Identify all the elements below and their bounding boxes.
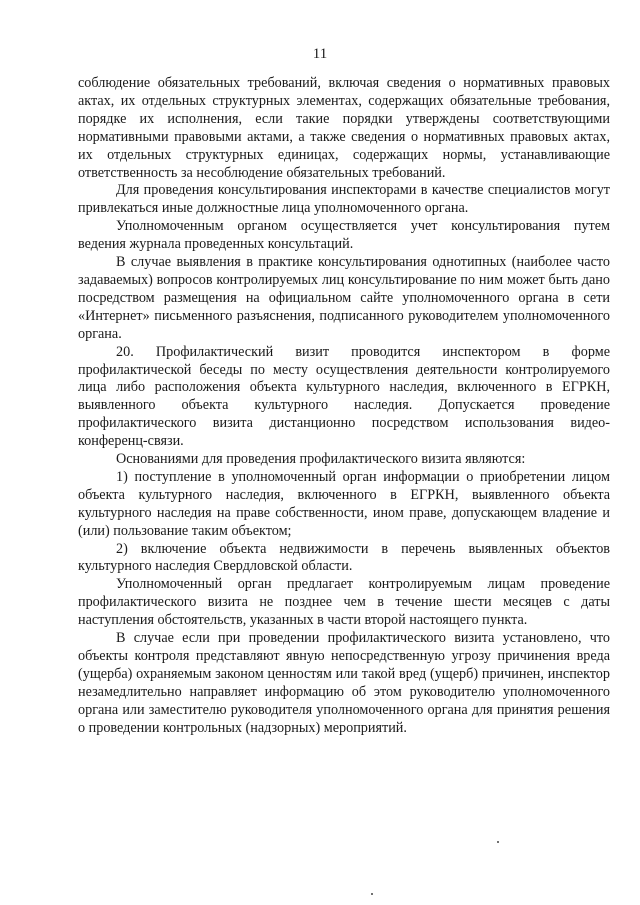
paragraph: В случае если при проведении профилактического визита установлено, что объекты контроля представляют явную непосредственную угрозу причинения вреда (ущерба) охраняемым законом ценностям или такой вред (ущерб) причинен, инспектор незамедлительно направляет информацию об этом руководителю уполномоченного органа или заместителю руководителя уполномоченного органа для принятия решения о проведении контрольных (надзорных) мероприятий. (78, 630, 610, 736)
paragraph-item-20: 20. Профилактический визит проводится инспектором в форме профилактической беседы по месту осуществления деятельности контролируемого лица либо расположения объекта культурного наследия, включенного в ЕГРКН, выявленного объекта культурного наследия. Допускается проведение профилактического визита дистанционно посредством использования видео-конференц-связи. (78, 343, 610, 450)
scan-speck (497, 841, 499, 843)
paragraph: Для проведения консультирования инспекторами в качестве специалистов могут привлекаться иные должностные лица уполномоченного органа. (78, 182, 610, 217)
document-body (78, 75, 610, 738)
paragraph: В случае выявления в практике консультирования однотипных (наиболее часто задаваемых) вопросов контролируемых лиц консультирование по ним может быть дано посредством размещения на официальном сайте уполномоченного органа в сети «Интернет» письменного разъяснения, подписанного руководителем уполномоченного органа. (78, 254, 610, 342)
page-number: 11 (312, 46, 328, 62)
scan-speck (371, 893, 373, 895)
paragraph: Уполномоченный орган предлагает контролируемым лицам проведение профилактического визита не позднее чем в течение шести месяцев с даты наступления обстоятельств, указанных в части второй настоящего пункта. (78, 576, 610, 629)
list-item: 2) включение объекта недвижимости в перечень выявленных объектов культурного наследия Свердловской области. (78, 540, 610, 575)
paragraph: Основаниями для проведения профилактического визита являются: (116, 451, 526, 468)
paragraph-continuation: соблюдение обязательных требований, включая сведения о нормативных правовых актах, их отдельных структурных элементах, содержащих обязательные требования, порядке их исполнения, если такие порядки утверждены соответствующими нормативными правовыми актами, а также сведения о нормативных правовых актах, их отдельных структурных единицах, содержащих нормы, устанавливающие ответственность за несоблюдение обязательных требований. (78, 75, 610, 181)
paragraph: Уполномоченным органом осуществляется учет консультирования путем ведения журнала проведенных консультаций. (78, 218, 610, 253)
list-item: 1) поступление в уполномоченный орган информации о приобретении лицом объекта культурного наследия, включенного в ЕГРКН, выявленного объекта культурного наследия на праве собственности, ином праве, допускающем владение и (или) пользование таким объектом; (78, 468, 610, 539)
